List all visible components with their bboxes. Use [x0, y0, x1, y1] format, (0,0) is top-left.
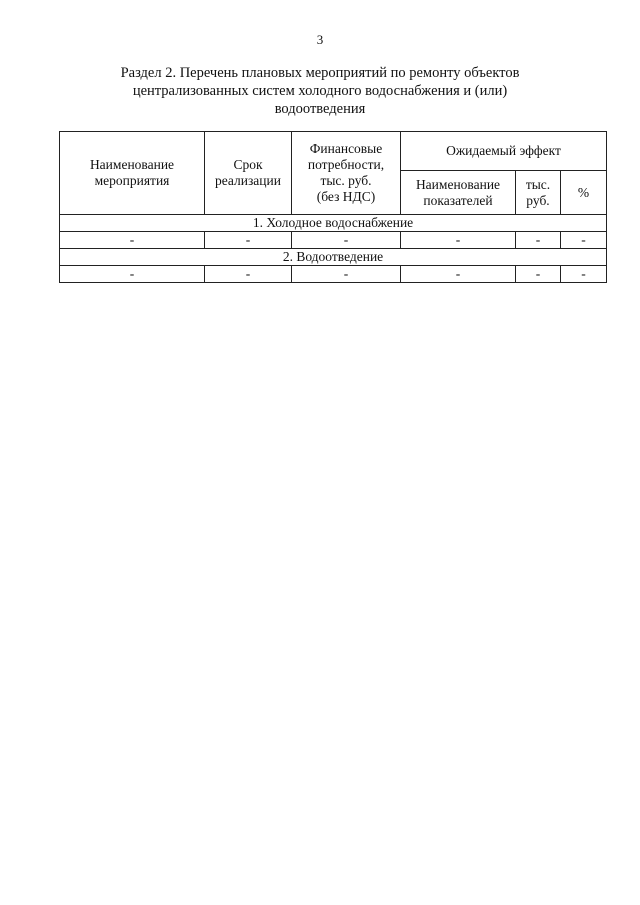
header-implementation-period: Срок реализации [205, 132, 292, 215]
section-row-cold-water [60, 215, 607, 232]
table-cell: - [205, 266, 292, 283]
table-cell: - [516, 232, 561, 249]
header-percent: % [561, 171, 607, 215]
table-cell: - [401, 266, 516, 283]
section-row-wastewater [60, 249, 607, 266]
table-row [60, 232, 607, 249]
table-cell: - [292, 266, 401, 283]
header-financial-needs: Финансовые потребности, тыс. руб. (без НДС) [292, 132, 401, 215]
section-title [90, 64, 550, 118]
table-cell: - [60, 232, 205, 249]
header-expected-effect: Ожидаемый эффект [401, 132, 607, 171]
section-title-line-1: Раздел 2. Перечень плановых мероприятий по ремонту объектов [120, 65, 520, 81]
table-cell: - [292, 232, 401, 249]
header-measure-name: Наименование мероприятия [60, 132, 205, 215]
section-title-line-2: централизованных систем холодного водоснабжения и (или) [132, 83, 508, 99]
section-heading: 2. Водоотведение [60, 249, 607, 266]
table-cell: - [60, 266, 205, 283]
table-cell: - [561, 232, 607, 249]
table-cell: - [401, 232, 516, 249]
header-indicator-name: Наименование показателей [401, 171, 516, 215]
section-heading: 1. Холодное водоснабжение [60, 215, 607, 232]
repair-plan-table [59, 131, 607, 283]
table-header-row [60, 132, 607, 171]
page-number: 3 [316, 32, 324, 47]
table-row [60, 266, 607, 283]
table-cell: - [561, 266, 607, 283]
table-cell: - [516, 266, 561, 283]
header-thousand-rub: тыс. руб. [516, 171, 561, 215]
section-title-line-3: водоотведения [274, 101, 366, 117]
table-cell: - [205, 232, 292, 249]
